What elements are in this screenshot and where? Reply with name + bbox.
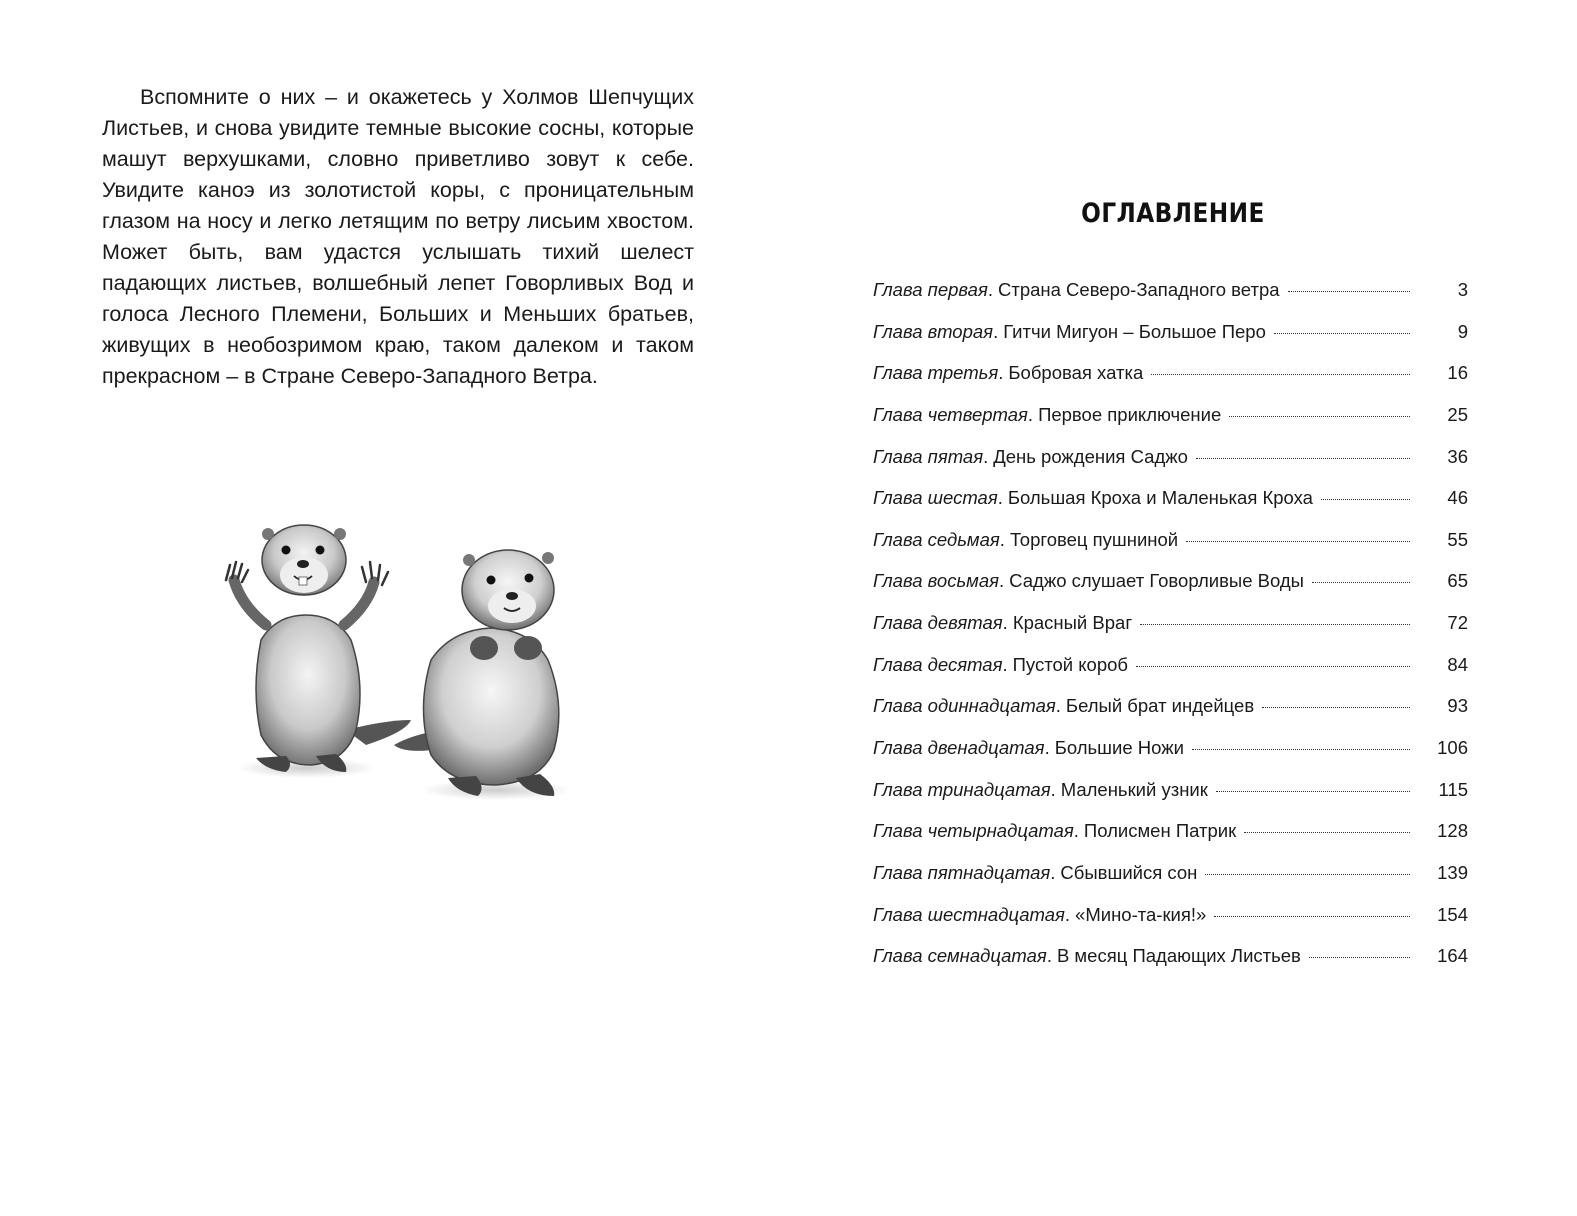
toc-item[interactable]: [873, 487, 1468, 529]
toc-chapter-title: Первое приключение: [1038, 403, 1222, 425]
toc-leader: [1214, 916, 1410, 917]
toc-separator: .: [1002, 653, 1008, 675]
toc-item[interactable]: [873, 446, 1468, 488]
right-beaver: [394, 550, 571, 800]
toc-item[interactable]: [873, 737, 1468, 779]
toc-page-number: 3: [1457, 279, 1468, 300]
toc-separator: .: [1055, 695, 1061, 717]
toc-item[interactable]: [873, 570, 1468, 612]
toc-item[interactable]: [873, 695, 1468, 737]
toc-chapter-title: «Мино-та-кия!»: [1075, 903, 1207, 925]
toc-chapter-title: День рождения Саджо: [993, 445, 1188, 467]
toc-chapter-title: Полисмен Патрик: [1083, 820, 1237, 842]
toc-separator: .: [998, 362, 1004, 384]
toc-chapter-title: В месяц Падающих Листьев: [1056, 945, 1301, 967]
toc-page-number: 115: [1438, 778, 1468, 800]
toc-leader: [1151, 374, 1410, 375]
toc-chapter-title: Торговец пушниной: [1009, 528, 1179, 550]
toc-leader: [1288, 291, 1410, 292]
toc-title: ОГЛАВЛЕНИЕ: [1081, 198, 1265, 229]
toc-item[interactable]: [873, 654, 1468, 696]
story-paragraph: Вспомните о них – и окажетесь у Холмов Шепчущих Листьев, и снова увидите темные высокие сосны, которые машут верхушками, словно приветливо зовут к себе. Увидите каноэ из золотистой коры, с проницательным глазом на носу и легко летящим по ветру лисьим хвостом. Может быть, вам удастся услышать тихий шелест падающих листьев, волшебный лепет Говорливых Вод и голоса Лесного Племени, Больших и Меньших братьев, живущих в необозримом краю, таком далеком и таком прекрасном – в Стране Северо-Западного Ветра.: [102, 85, 694, 388]
toc-leader: [1274, 333, 1410, 334]
toc-page-number: 25: [1447, 403, 1468, 425]
toc-page-number: 36: [1447, 445, 1468, 467]
toc-chapter: Глава третья: [873, 362, 999, 384]
toc-leader: [1309, 957, 1410, 958]
toc-chapter: Глава семнадцатая: [873, 945, 1047, 967]
toc-page-number: 65: [1447, 570, 1468, 592]
toc-chapter-title: Страна Северо-Западного ветра: [997, 279, 1280, 300]
toc-item[interactable]: [873, 321, 1468, 363]
toc-item[interactable]: [873, 529, 1468, 571]
toc-leader: [1262, 707, 1410, 708]
toc-chapter: Глава двенадцатая: [873, 737, 1045, 759]
toc-chapter-title: Гитчи Мигуон – Большое Перо: [1003, 320, 1266, 342]
toc-leader: [1216, 791, 1410, 792]
toc-chapter: Глава одиннадцатая: [873, 695, 1056, 717]
toc-separator: .: [999, 570, 1005, 592]
toc-separator: .: [997, 487, 1003, 509]
toc-separator: .: [1050, 861, 1056, 883]
toc-separator: .: [1044, 737, 1050, 759]
toc-separator: .: [1050, 778, 1056, 800]
toc-page-number: 84: [1447, 653, 1468, 675]
toc-page-number: 93: [1447, 695, 1468, 717]
toc-chapter-title: Красный Враг: [1012, 612, 1133, 634]
toc-chapter: Глава шестнадцатая: [873, 903, 1065, 925]
toc-page-number: 72: [1447, 612, 1468, 634]
toc-separator: .: [1046, 945, 1052, 967]
toc-chapter: Глава восьмая: [873, 570, 1000, 592]
toc-separator: .: [983, 445, 989, 467]
toc-item[interactable]: [873, 404, 1468, 446]
toc-item[interactable]: [873, 820, 1468, 862]
toc-separator: .: [1002, 612, 1008, 634]
toc-page-number: 9: [1457, 320, 1468, 342]
toc-chapter: Глава пятая: [873, 445, 984, 467]
toc-page-number: 128: [1437, 820, 1468, 842]
toc-item[interactable]: [873, 279, 1468, 321]
toc-leader: [1244, 832, 1410, 833]
toc-chapter-title: Большие Ножи: [1054, 737, 1184, 759]
toc-separator: .: [987, 279, 993, 300]
toc-separator: .: [1064, 903, 1071, 925]
toc-leader: [1136, 666, 1410, 667]
toc-page-number: 164: [1437, 945, 1468, 967]
toc-chapter-title: Саджо слушает Говорливые Воды: [1009, 570, 1304, 592]
toc-page-number: 46: [1447, 487, 1468, 509]
toc-item[interactable]: [873, 862, 1468, 904]
toc-chapter: Глава девятая: [873, 612, 1003, 634]
toc-chapter: Глава первая: [873, 279, 988, 300]
beavers-illustration: [216, 520, 586, 810]
toc-page-number: 106: [1437, 737, 1468, 759]
toc-chapter-title: Бобровая хатка: [1008, 362, 1144, 384]
right-page: [788, 0, 1577, 1216]
toc-separator: .: [1027, 403, 1034, 425]
toc-leader: [1196, 458, 1410, 459]
toc-chapter: Глава шестая: [873, 487, 998, 509]
toc-item[interactable]: [873, 779, 1468, 821]
toc-leader: [1321, 499, 1410, 500]
toc-item[interactable]: [873, 904, 1468, 946]
toc-chapter: Глава четвертая: [873, 403, 1028, 425]
toc-chapter-title: Пустой короб: [1012, 653, 1128, 675]
toc-chapter-title: Большая Кроха и Маленькая Кроха: [1007, 487, 1313, 509]
toc-separator: .: [1073, 820, 1079, 842]
toc-chapter-title: Маленький узник: [1060, 778, 1208, 800]
toc-leader: [1140, 624, 1410, 625]
left-page: [0, 0, 788, 1216]
left-beaver: [226, 525, 411, 778]
toc-chapter: Глава четырнадцатая: [873, 820, 1074, 842]
toc-leader: [1192, 749, 1410, 750]
toc-chapter: Глава пятнадцатая: [873, 861, 1051, 883]
toc-page-number: 154: [1437, 903, 1468, 925]
toc-leader: [1312, 582, 1410, 583]
toc-separator: .: [999, 528, 1005, 550]
toc-chapter: Глава десятая: [873, 653, 1003, 675]
toc-chapter: Глава вторая: [873, 320, 994, 342]
toc-page-number: 55: [1447, 528, 1468, 550]
toc-page-number: 16: [1447, 362, 1468, 384]
toc-item[interactable]: [873, 612, 1468, 654]
toc-chapter-title: Белый брат индейцев: [1065, 695, 1255, 717]
toc-chapter: Глава тринадцатая: [873, 778, 1051, 800]
toc-chapter-title: Сбывшийся сон: [1060, 861, 1198, 883]
toc-leader: [1205, 874, 1410, 875]
toc-chapter: Глава седьмая: [873, 528, 1000, 550]
toc-separator: .: [993, 320, 999, 342]
toc-leader: [1186, 541, 1410, 542]
toc-item[interactable]: [873, 362, 1468, 404]
toc-page-number: 139: [1437, 861, 1468, 883]
toc-item[interactable]: [873, 945, 1468, 987]
toc-list: [873, 279, 1468, 987]
toc-leader: [1229, 416, 1410, 417]
